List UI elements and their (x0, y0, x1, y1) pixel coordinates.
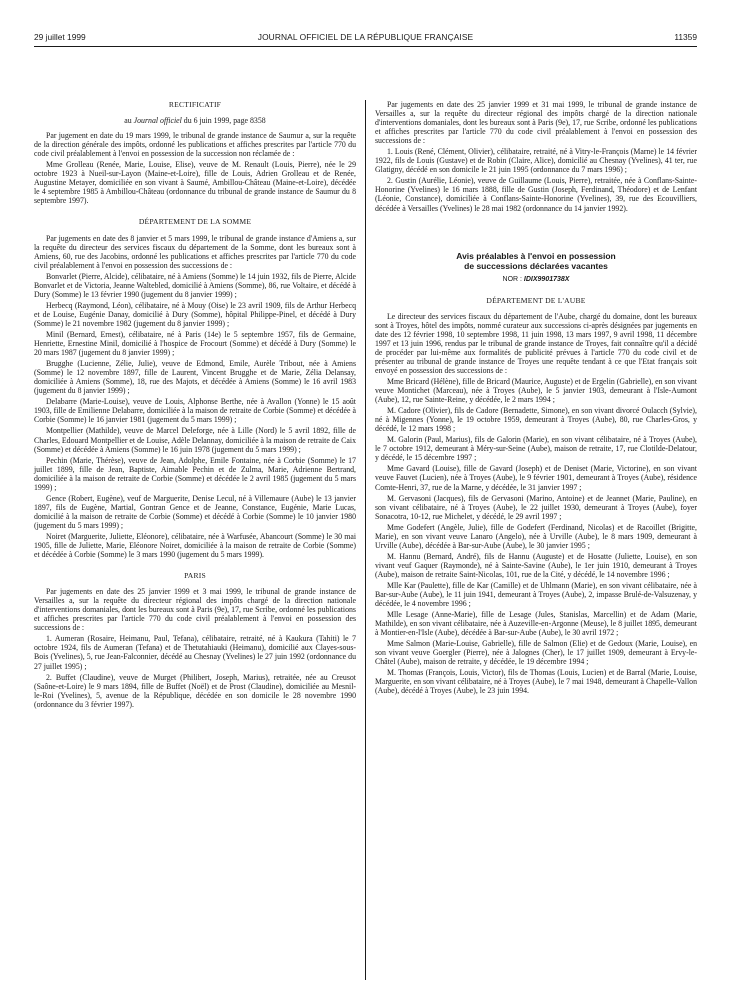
paragraph: Noiret (Marguerite, Juliette, Eléonore), célibataire, née à Warfusée, Abancourt (Somme) le 30 mai 1905, fille de Juliette, Marie, Eléonore Noiret, domiciliée à la maison de retraite de Corbie (Somme) et décédée à Corbie (Somme) le 3 mars 1990 (jugement du 5 mars 1999). (34, 531, 356, 560)
avis-title-line-1: Avis préalables à l'envoi en possession (456, 250, 616, 261)
paragraph: M. Galorin (Paul, Marius), fils de Galorin (Marie), en son vivant célibataire, né à Troyes (Aube), le 7 octobre 1912, demeurant à Méry-sur-Seine (Aube), maison de retraite, 17, rue Clotilde-Delatour, y décédé, le 15 décembre 1997 ; (375, 435, 697, 463)
paragraph: Bonvarlet (Pierre, Alcide), célibataire, né à Amiens (Somme) le 14 juin 1932, fils de Pierre, Alcide Bonvarlet et de Victoria, Jeanne Waltebled, domicilié à Amiens (Somme), 86, rue Voltaire, et décédé à Dury (Somme) le 13 février 1990 (jugement du 8 janvier 1999) ; (34, 271, 356, 299)
column-divider (365, 100, 366, 980)
avis-title (375, 251, 697, 271)
paragraph: Herbecq (Raymond, Léon), célibataire, né à Mouy (Oise) le 23 avril 1909, fils de Arthur Herbecq et de Louise, Eugénie Danay, domicilié à Dury (Somme), hôpital Philippe-Pinel, et décédé à Dury (Somme) le 21 novembre 1982 (jugement du 8 janvier 1999) ; (34, 300, 356, 328)
somme-title: DÉPARTEMENT DE LA SOMME (138, 217, 252, 227)
paragraph: M. Thomas (François, Louis, Victor), fils de Thomas (Louis, Lucien) et de Barral (Marie, Louise, Marguerite, en son vivant célibataire, né à Troyes (Aube), le 7 mai 1948, demeurant à Chapelle-Vallon (Aube), décédé à Troyes (Aube), le 23 juin 1994. (375, 668, 697, 696)
nor-label: NOR : (502, 275, 524, 283)
paragraph: Mlle Lesage (Anne-Marie), fille de Lesage (Jules, Stanislas, Marcellin) et de Adam (Marie, Mathilde), en son vivant célibataire, née à Auzeville-en-Argonne (Meuse), le 8 juillet 1895, demeurant à Montier-en-l'Isle (Aube), décédée à Bar-sur-Aube (Aube), le 30 avril 1972 ; (375, 610, 697, 638)
page-header (34, 32, 697, 47)
rectificatif-title: RECTIFICATIF (168, 100, 222, 109)
paragraph: 2. Buffet (Claudine), veuve de Murget (Philibert, Joseph, Marius), retraitée, née au Creusot (Saône-et-Loire) le 9 mars 1894, fille de Buffet (Noël) et de Prost (Claudine), domiciliée au Mesnil-le-Roi (Yvelines), 5, avenue de la République, décédée en son domicile le 28 novembre 1990 (ordonnance du 3 février 1997). (34, 672, 356, 709)
paragraph: Brugghe (Lucienne, Zélie, Julie), veuve de Edmond, Emile, Aurèle Tribout, née à Amiens (Somme) le 12 novembre 1897, fille de Laurent, Vincent Brugghe et de Marie, Zélia Delansay, domiciliée à Amiens (Somme), 18, rue des Majots, et décédée à Amiens (Somme) le 16 avril 1983 (jugement du 8 janvier 1999) ; (34, 359, 356, 396)
paragraph: Par jugements en date des 25 janvier 1999 et 31 mai 1999, le tribunal de grande instance de Versailles a, sur la requête du directeur régional des impôts chargé de la direction nationale d'interventions domaniales, dont les bureaux sont à Paris (9e), 17, rue Scribe, ordonné les publications et affiches prescrites par l'article 770 du code civil préalablement à l'envoi en possession des successions de : (375, 100, 697, 146)
paragraph: Delabarre (Marie-Louise), veuve de Louis, Alphonse Berthe, née à Avallon (Yonne) le 15 août 1903, fille de Emilienne Delabarre, domiciliée à la maison de retraite de Corbie (Somme) et décédée à Corbie (Somme) le 16 janvier 1981 (jugement du 5 mars 1999) ; (34, 397, 356, 425)
paragraph: Pechin (Marie, Thérèse), veuve de Jean, Adolphe, Emile Fontaine, née à Corbie (Somme) le 17 juillet 1899, fille de Jean, Baptiste, Aimable Pechin et de Zulma, Marie, Adrienne Bertrand, domiciliée à la maison de retraite de Corbie (Somme) et décédée le 2 avril 1985 (jugement du 5 mars 1999) ; (34, 455, 356, 492)
paragraph: Par jugement en date du 19 mars 1999, le tribunal de grande instance de Saumur a, sur la requête de la direction générale des impôts, ordonné les publications et affiches prescrites par l'article 770 du code civil préalablement à l'envoi en possession de la succession non réclamée de : (34, 131, 356, 159)
paragraph: Minil (Bernard, Ernest), célibataire, né à Paris (14e) le 5 septembre 1957, fils de Germaine, Henriette, Ernestine Minil, domicilié à l'hospice de Frocourt (Somme) et décédé à Dury (Somme) le 20 mars 1987 (jugement du 8 janvier 1999) ; (34, 329, 356, 358)
paragraph: Mme Grolleau (Renée, Marie, Louise, Elise), veuve de M. Renault (Louis, Pierre), née le 29 octobre 1923 à Nueil-sur-Layon (Maine-et-Loire), fille de Louis, Adrien Grolleau et de Renée, Augustine Metayer, domiciliée en son vivant à Saumé, Ambillou-Château (Maine-et-Loire), décédée le 4 septembre 1985 à Ambillou-Château (ordonnance du tribunal de grande instance de Saumur du 8 septembre 1997). (34, 160, 356, 206)
paragraph: M. Cadore (Olivier), fils de Cadore (Bernadette, Simone), en son vivant divorcé Oulacch (Sylvie), né à Migennes (Yonne), le 19 octobre 1959, demeurant à Troyes (Aube), 80, rue Charles-Gros, y décédé, le 12 mars 1998 ; (375, 406, 697, 434)
paragraph: Gence (Robert, Eugène), veuf de Marguerite, Denise Lecul, né à Villemaure (Aube) le 13 janvier 1897, fils de Eugène, Martial, Gontran Gence et de Jeanne, Constance, Eugénie, Marie Lucas, domicilié à la maison de retraite de Corbie (Somme) et décédé à Corbie (Somme) le 10 janvier 1980 (jugement du 5 mars 1999) ; (34, 493, 356, 530)
paragraph: Le directeur des services fiscaux du département de l'Aube, chargé du domaine, dont les bureaux sont à Troyes, hôtel des impôts, nommé curateur aux successions ci-après désignées par jugements en date des 12 février 1998, 10 septembre 1998, 11 juin 1998, 13 mars 1997, 9 avril 1998, 11 décembre 1997 et 13 juin 1996, rendus par le tribunal de grande instance de Troyes, fait connaître qu'il a décidé de procéder par lui-même aux formalités de publicité prévues à l'article 770 du code civil et de présenter au tribunal de grande instance de Troyes une requête tendant à ce que l'Etat français soit envoyé en possession des successions de : (375, 311, 697, 375)
paris-title: PARIS (184, 571, 206, 581)
nor-code: IDIX9901738X (523, 275, 570, 283)
paragraph: Par jugements en date des 8 janvier et 5 mars 1999, le tribunal de grande instance d'Amiens a, sur la requête du directeur des services fiscaux du département de la Somme, dont les bureaux sont à Amiens, 60, rue des Jacobins, ordonné les publications et affiches prescrites par l'article 770 du code civil préalablement à l'envoi en possession des successions de : (34, 233, 356, 270)
header-date: 29 juillet 1999 (34, 32, 86, 42)
header-page-number: 11359 (674, 32, 697, 42)
paragraph: 1. Louis (René, Clément, Olivier), célibataire, retraité, né à Vitry-le-François (Marne) le 14 février 1922, fils de Louis (Gustave) et de Robin (Claire, Alice), domicilié au Chesnay (Yvelines), 41 ter, rue Glatigny, décédé en son domicile le 21 juin 1995 (ordonnance du 7 mars 1996) ; (375, 147, 697, 175)
paragraph: 1. Aumeran (Rosaire, Heimanu, Paul, Tefana), célibataire, retraité, né à Kaukura (Tahiti) le 7 octobre 1924, fils de Aumeran (Tefana) et de Thetutahiauki (Heimanu), domicilié aux Clayes-sous-Bois (Yvelines), 5, rue Jean-Falconnier, décédé au Chesnay (Yvelines) le 27 juin 1992 (ordonnance du 27 juillet 1995) ; (34, 634, 356, 671)
left-column (34, 100, 356, 711)
paragraph: Mlle Kar (Paulette), fille de Kar (Camille) et de Uhlmann (Marie), en son vivant célibataire, née à Bar-sur-Aube (Aube), le 11 juin 1941, demeurant à Troyes (Aube), 2, impasse Brulé-de-Valsuzenay, y décédée, le 4 novembre 1996 ; (375, 580, 697, 609)
avis-title-line-2: de successions déclarées vacantes (464, 260, 608, 271)
paragraph: 2. Gustin (Aurélie, Léonie), veuve de Guillaume (Louis, Pierre), retraitée, née à Conflans-Sainte-Honorine (Yvelines) le 16 mars 1888, fille de Gustin (Joseph, Ferdinand, Théodore) et de Lenfant (Léonie, Constance), domiciliée à Conflans-Sainte-Honorine (Yvelines), 39, rue des Ecouvilliers, décédée à Versailles (Yvelines) le 28 mai 1982 (ordonnance du 14 janvier 1992). (375, 176, 697, 213)
aube-title: DÉPARTEMENT DE L'AUBE (486, 295, 586, 305)
rectificatif-sub-suffix: du 6 juin 1999, page 8358 (181, 116, 266, 126)
paragraph: M. Hannu (Bernard, André), fils de Hannu (Auguste) et de Hosatte (Juliette, Louise), en son vivant veuf Gaquer (Raymonde), né à Sainte-Savine (Aube), le 1er juin 1910, demeurant à Troyes (Aube), maison de retraite Saint-Nicolas, 101, rue de la Cité, y décédé, le 14 novembre 1996 ; (375, 551, 697, 579)
paragraph: Mme Salmon (Marie-Louise, Gabrielle), fille de Salmon (Elie) et de Gedoux (Marie, Louise), en son vivant veuve Goergler (Pierre), née à Jalognes (Cher), le 17 juillet 1909, demeurant à Ervy-le-Châtel (Aube), maison de retraite, y décédée, le 19 décembre 1994 ; (375, 639, 697, 667)
paragraph: Mme Gavard (Louise), fille de Gavard (Joseph) et de Deniset (Marie, Victorine), en son vivant veuve Fauvet (Lucien), née à Troyes (Aube), le 9 février 1901, demeurant à Troyes (Aube), résidence Comte-Henri, 37, rue de la Marne, y décédée, le 31 janvier 1997 ; (375, 464, 697, 492)
paragraph: M. Gervasoni (Jacques), fils de Gervasoni (Marino, Antoine) et de Jeannet (Marie, Pauline), en son vivant célibataire, né à Troyes (Aube), le 22 juillet 1930, demeurant à Troyes (Aube), foyer Sonacotra, 10-12, rue Michelet, y décédé, le 29 avril 1997 ; (375, 493, 697, 521)
rectificatif-sub-journal: Journal officiel (133, 116, 182, 126)
paragraph: Mme Godefert (Angèle, Julie), fille de Godefert (Ferdinand, Nicolas) et de Racoillet (Brigitte, Marie), en son vivant veuve Lanaro (Angelo), née à Urville (Aube), le 8 mars 1909, demeurant à Urville (Aube), décédée à Bar-sur-Aube (Aube), le 30 janvier 1995 ; (375, 522, 697, 550)
header-title: JOURNAL OFFICIEL DE LA RÉPUBLIQUE FRANÇAISE (257, 32, 474, 42)
paragraph: Par jugements en date des 25 janvier 1999 et 3 mai 1999, le tribunal de grande instance de Versailles a, sur la requête du directeur régional des impôts chargé de la direction nationale d'interventions domaniales, dont les bureaux sont à Paris (9e), 17, rue Scribe, ordonné les publications et affiches prescrites par l'article 770 du code civil préalablement à l'envoi en possession des successions de : (34, 587, 356, 633)
paragraph: Montpellier (Mathilde), veuve de Marcel Deleforge, née à Lille (Nord) le 5 avril 1892, fille de Charles, Edouard Montpellier et de Louise, Adèle Delannay, domiciliée à la maison de retraite de Caix (Somme) et décédée à Amiens (Somme) le 16 juin 1978 (jugement du 5 mars 1999) ; (34, 426, 356, 454)
nor-reference (375, 275, 697, 284)
rectificatif-subtitle (34, 116, 356, 125)
paragraph: Mme Bricard (Hélène), fille de Bricard (Maurice, Auguste) et de Ergelin (Gabrielle), en son vivant veuve Montichet (Marceau), née à Troyes (Aube), le 5 janvier 1903, demeurant à l'Isle-Aumont (Aube), 12, rue Sainte-Reine, y décédée, le 2 mars 1994 ; (375, 376, 697, 405)
rectificatif-sub-prefix: au (124, 116, 134, 126)
right-column (375, 100, 697, 698)
